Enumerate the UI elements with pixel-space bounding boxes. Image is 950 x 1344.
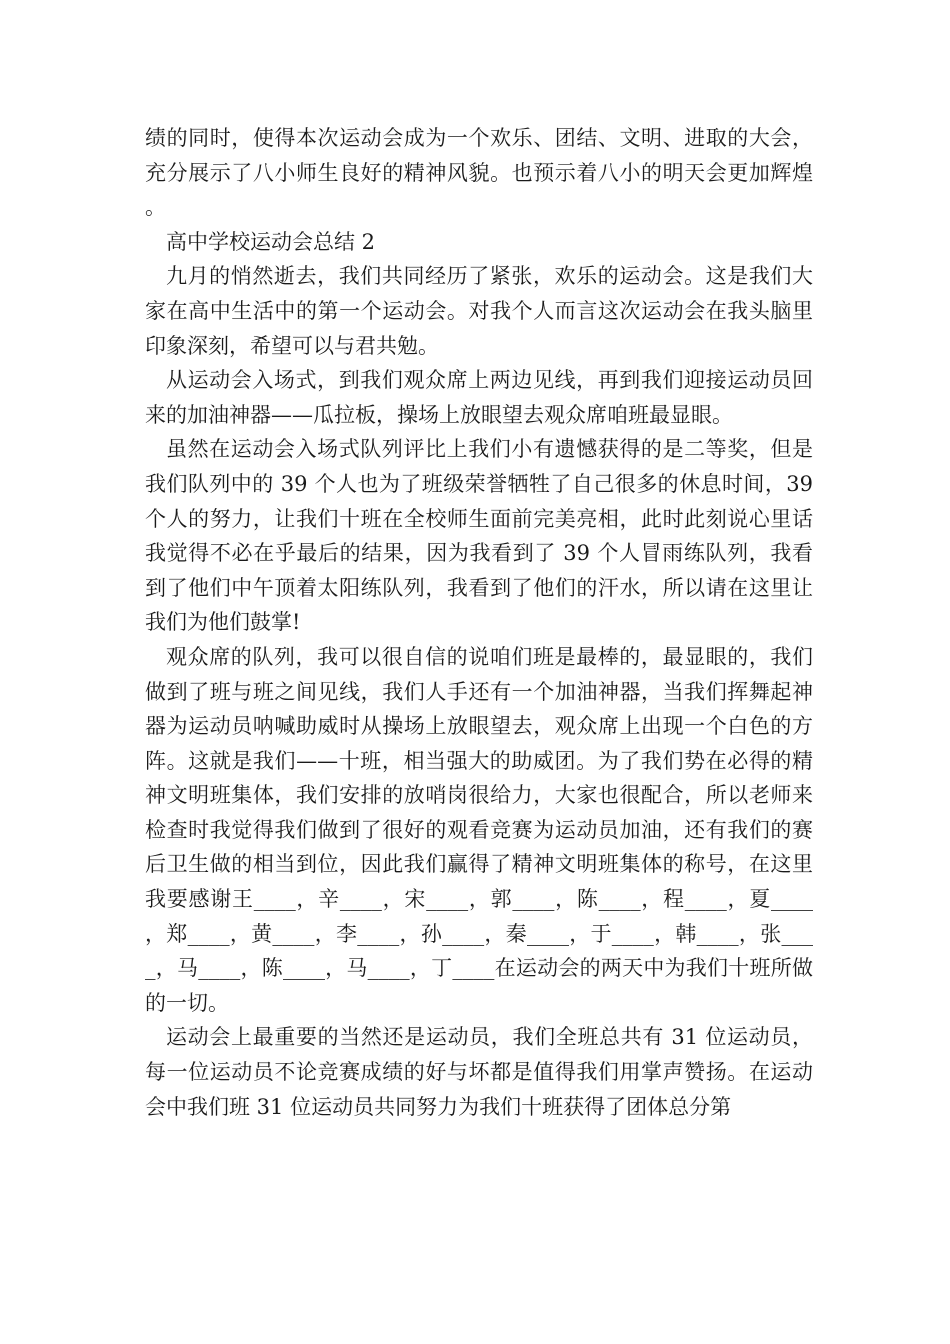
paragraph-continued: 绩的同时，使得本次运动会成为一个欢乐、团结、文明、进取的大会，充分展示了八小师生良好的精神风貌。也预示着八小的明天会更加辉煌。 xyxy=(145,126,813,220)
paragraph: 运动会上最重要的当然还是运动员，我们全班总共有 31 位运动员，每一位运动员不论竞赛成绩的好与坏都是值得我们用掌声赞扬。在运动会中我们班 31 位运动员共同努力为我们十班获得了团体总分第 xyxy=(145,1025,813,1119)
paragraph: 虽然在运动会入场式队列评比上我们小有遗憾获得的是二等奖，但是我们队列中的 39 个人也为了班级荣誉牺牲了自己很多的休息时间，39 个人的努力，让我们十班在全校师生面前完美亮相，此时此刻说心里话我觉得不必在乎最后的结果，因为我看到了 39 个人冒雨练队列，我看到了他们中午顶着太阳练队列，我看到了他们的汗水，所以请在这里让我们为他们鼓掌! xyxy=(145,437,813,635)
paragraph: 观众席的队列，我可以很自信的说咱们班是最棒的，最显眼的，我们做到了班与班之间见线，我们人手还有一个加油神器，当我们挥舞起神器为运动员呐喊助威时从操场上放眼望去，观众席上出现一个白色的方阵。这就是我们——十班，相当强大的助威团。为了我们势在必得的精神文明班集体，我们安排的放哨岗很给力，大家也很配合，所以老师来检查时我觉得我们做到了很好的观看竞赛为运动员加油，还有我们的赛后卫生做的相当到位，因此我们赢得了精神文明班集体的称号，在这里我要感谢王____，辛____，宋____，郭____，陈____，程____，夏____，郑____，黄____，李____，孙____，秦____，于____，韩____，张____，马____，陈____，马____，丁____在运动会的两天中为我们十班所做的一切。 xyxy=(145,644,813,1015)
section-heading: 高中学校运动会总结 2 xyxy=(166,229,376,254)
document-body xyxy=(145,121,813,1124)
paragraph: 九月的悄然逝去，我们共同经历了紧张，欢乐的运动会。这是我们大家在高中生活中的第一个运动会。对我个人而言这次运动会在我头脑里印象深刻，希望可以与君共勉。 xyxy=(145,264,813,358)
paragraph: 从运动会入场式，到我们观众席上两边见线，再到我们迎接运动员回来的加油神器——瓜拉板，操场上放眼望去观众席咱班最显眼。 xyxy=(145,368,813,427)
